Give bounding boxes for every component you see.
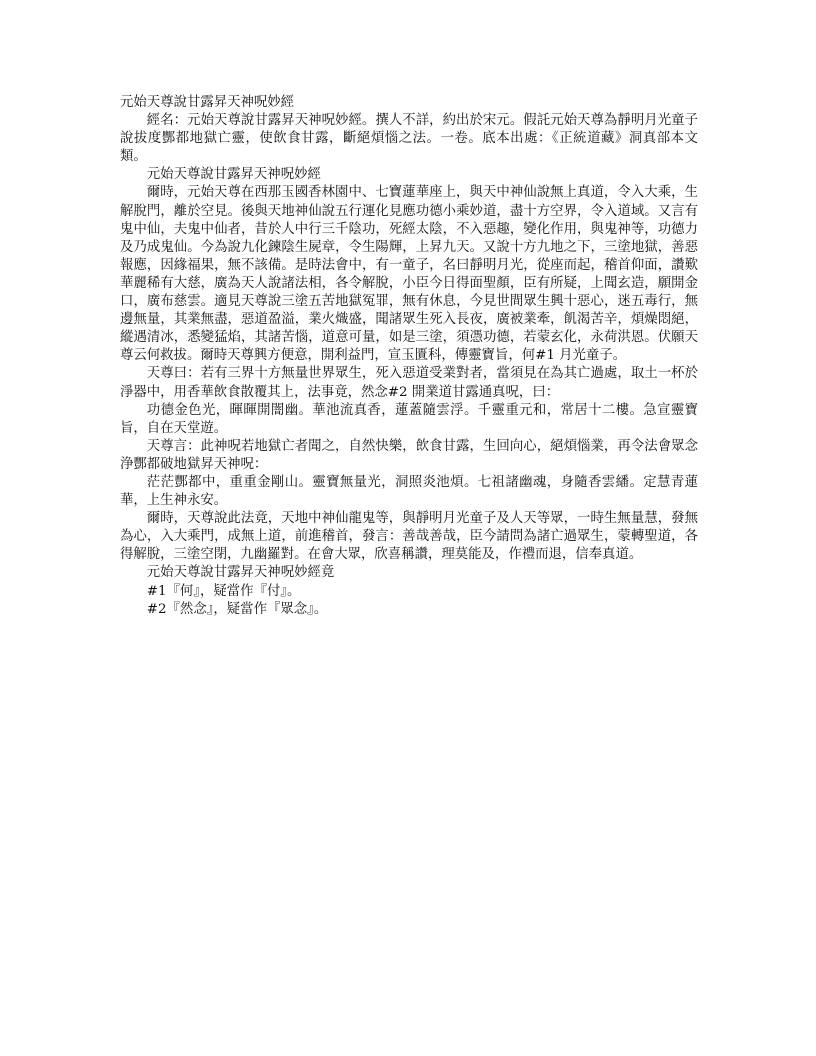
body-paragraph: 爾時，元始天尊在西那玉國香林園中、七寶蓮華座上，與天中神仙說無上真道，令入大乘，生解脫門，離於空見。後與天地神仙說五行運化見應功德小乘妙道，盡十方空界，令入道域。又言有鬼中仙，夫鬼中仙者，昔於人中行三千陰功，死經太陰，不入惡趣，變化作用，與鬼神等，功德力及乃成鬼仙。今為說九化鍊陰生屍章，令生陽輝，上昇九天。又說十方九地之下，三塗地獄，善惡報應，因緣福果，無不該備。是時法會中，有一童子，名曰靜明月光，從座而起，稽首仰面，讚歎華麗稀有大慈，廣為天人說諸法相，各令解脫，小臣今日得面聖顏，臣有所疑，上聞玄造，願開金口，廣布慈雲。適見天尊說三塗五苦地獄冤罪，無有休息，今見世間眾生興十惡心，迷五毒行，無邊無量，其業無盡，惡道盈溢，業火熾盛，聞諸眾生死入長夜，廣被業牽，飢渴苦辛，煩燥悶絕，縱遇清冰，悉變猛焰，其諸苦惱，道意可量，如是三塗，須憑功德，若蒙玄化，永荷洪恩。伏願天尊云何救拔。爾時天尊興方便意，開利益門，宣玉匱科，傳靈寶旨，何#1 月光童子。 bbox=[120, 185, 698, 364]
incantation-verse: 功德金色光，暉暉開闇幽。華池流真香，蓮蓋隨雲浮。千靈重元和，常居十二樓。急宣靈寶旨，自在天堂遊。 bbox=[120, 402, 698, 436]
scripture-description: 經名：元始天尊說甘露昇天神呪妙經。撰人不詳，約出於宋元。假託元始天尊為靜明月光童子說拔度酆都地獄亡靈，使飲食甘露，斷絕煩惱之法。一卷。底本出處：《正統道藏》洞真部本文類。 bbox=[120, 113, 698, 165]
footnote: #1『何』，疑當作『付』。 bbox=[146, 583, 301, 599]
scripture-heading: 元始天尊說甘露昇天神呪妙經 bbox=[146, 167, 321, 183]
scripture-end-title: 元始天尊說甘露昇天神呪妙經竟 bbox=[146, 565, 335, 581]
body-paragraph: 爾時，天尊說此法竟，天地中神仙龍鬼等，與靜明月光童子及人天等眾，一時生無量慧，發無為心，入大乘門，成無上道，前進稽首，發言：善哉善哉，臣今請問為諸亡過眾生，蒙轉聖道，各得解脫，三塗空閉，九幽羅對。在會大眾，欣喜稱讚，理莫能及，作禮而退，信奉真道。 bbox=[120, 511, 698, 563]
body-paragraph: 天尊言：此神呪若地獄亡者聞之，自然快樂，飲食甘露，生回向心，絕煩惱業，再令法會眾念浄酆都破地獄昇天神呪： bbox=[120, 438, 698, 472]
document-title: 元始天尊說甘露昇天神呪妙經 bbox=[120, 95, 295, 110]
document-page bbox=[120, 94, 698, 619]
incantation-verse: 茫茫酆都中，重重金剛山。靈寶無量光，洞照炎池煩。七祖諸幽魂，身隨香雲繙。定慧青蓮華，上生神永安。 bbox=[120, 474, 698, 509]
body-paragraph: 天尊曰：若有三界十方無量世界眾生，死入惡道受業對者，當須見在為其亡過處，取土一杯於淨器中，用香華飲食散覆其上，法事竟，然念#2 開業道甘露通真呪，曰： bbox=[120, 366, 698, 400]
footnote: #2『然念』，疑當作『眾念』。 bbox=[146, 601, 328, 617]
